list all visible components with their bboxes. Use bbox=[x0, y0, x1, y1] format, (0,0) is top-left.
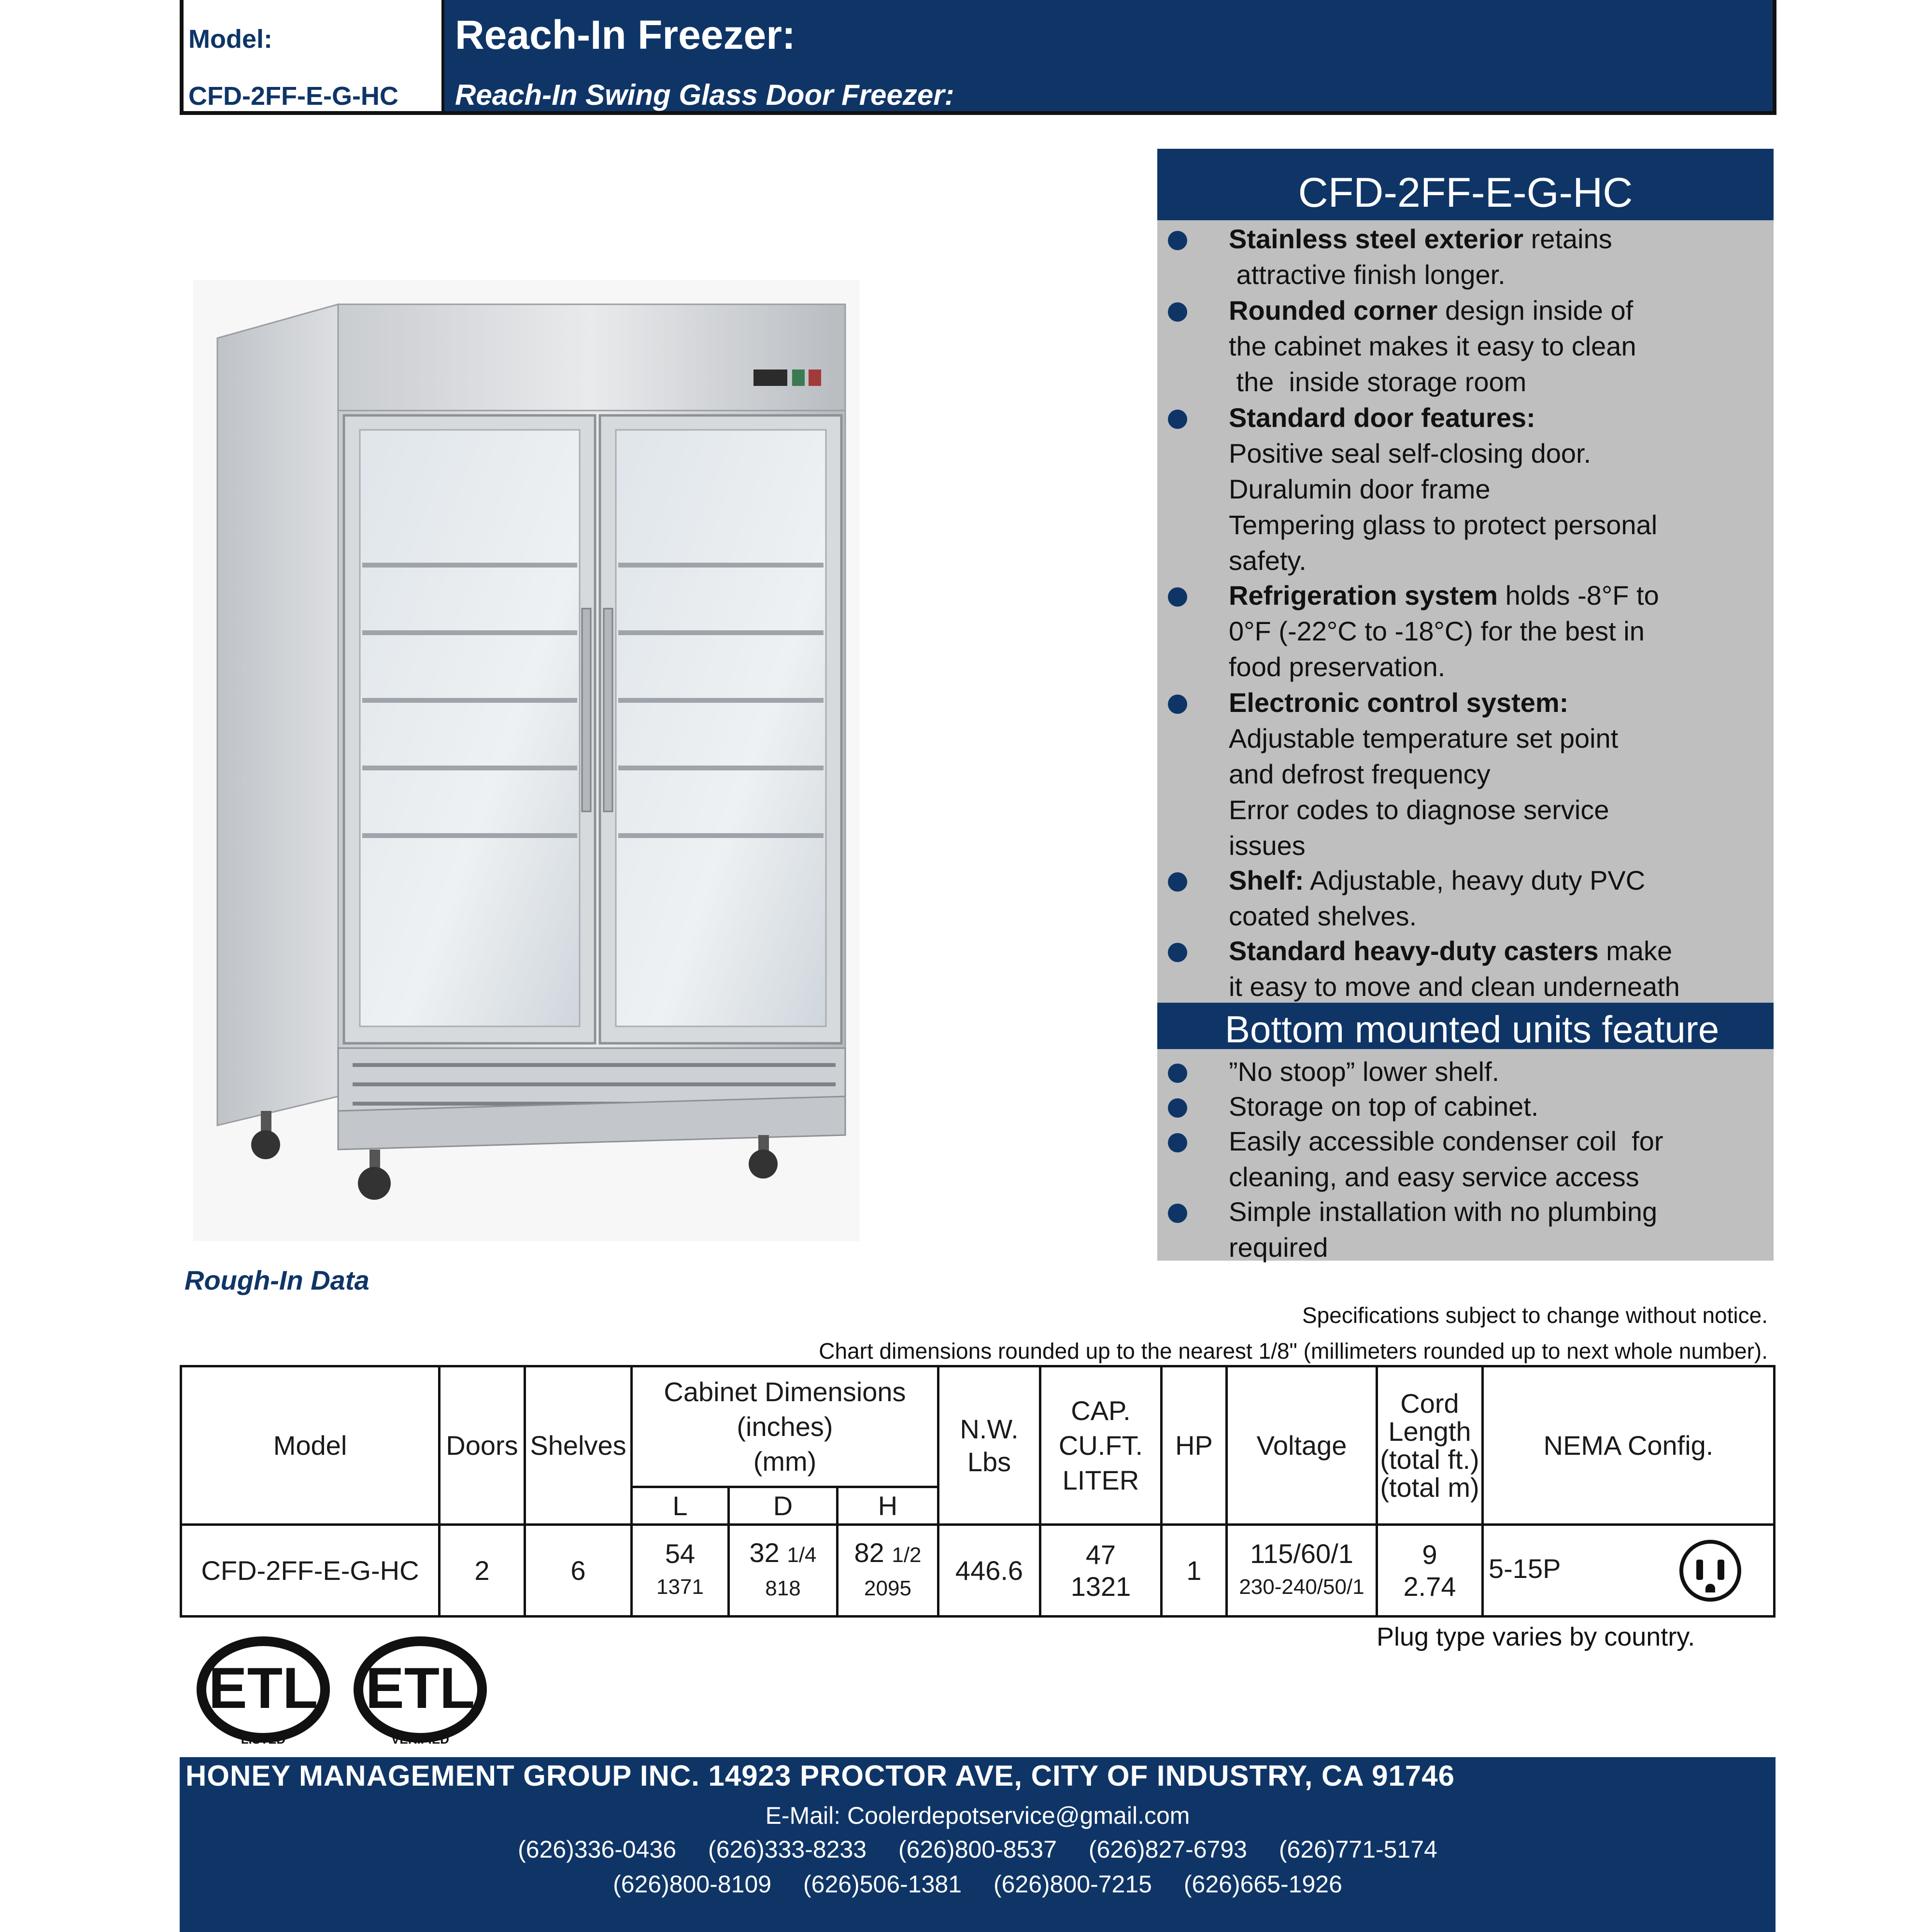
bottom-units-header bbox=[1157, 1003, 1774, 1049]
feature-heading: Standard door features: bbox=[1229, 402, 1535, 433]
etl-verified-logo bbox=[353, 1636, 488, 1747]
plug-note: Plug type varies by country. bbox=[1377, 1622, 1695, 1651]
footer bbox=[180, 1757, 1776, 1932]
phone-number: (626)827-6793 bbox=[1088, 1836, 1247, 1863]
feature-text: retains bbox=[1523, 224, 1612, 254]
feature-line: Simple installation with no plumbing bbox=[1229, 1196, 1658, 1227]
feature-text: make bbox=[1598, 936, 1673, 966]
feature-line: issues bbox=[1229, 830, 1306, 861]
svg-text:ETL: ETL bbox=[365, 1656, 475, 1720]
feature-line: required bbox=[1229, 1232, 1328, 1263]
cell-hp: 1 bbox=[1162, 1525, 1227, 1617]
header-height: H bbox=[838, 1487, 938, 1525]
bullet-icon bbox=[1168, 872, 1187, 892]
cell-capacity: 47 1321 bbox=[1040, 1525, 1162, 1617]
phone-number: (626)506-1381 bbox=[803, 1871, 962, 1898]
feature-line: Easily accessible condenser coil for bbox=[1229, 1126, 1663, 1156]
feature-heading: Electronic control system: bbox=[1229, 687, 1569, 718]
svg-text:ETL: ETL bbox=[208, 1656, 318, 1720]
cell-shelves: 6 bbox=[525, 1525, 632, 1617]
header-voltage: Voltage bbox=[1227, 1366, 1377, 1525]
feature-line: Duralumin door frame bbox=[1229, 474, 1491, 504]
cell-height: 82 1/2 2095 bbox=[838, 1525, 938, 1617]
feature-line: the cabinet makes it easy to clean bbox=[1229, 331, 1636, 361]
feature-heading: Refrigeration system bbox=[1229, 580, 1498, 611]
feature-line: ”No stoop” lower shelf. bbox=[1229, 1056, 1500, 1087]
phone-list-2 bbox=[180, 1870, 1776, 1898]
bullet-icon bbox=[1168, 410, 1187, 429]
phone-number: (626)336-0436 bbox=[518, 1836, 677, 1863]
feature-line: Positive seal self-closing door. bbox=[1229, 438, 1591, 469]
feature-line: safety. bbox=[1229, 545, 1307, 576]
header-cord-length: Cord Length (total ft.) (total m) bbox=[1377, 1366, 1483, 1525]
feature-heading: Stainless steel exterior bbox=[1229, 224, 1524, 254]
plug-outlet-icon bbox=[1679, 1539, 1742, 1602]
bullet-icon bbox=[1168, 587, 1187, 607]
feature-panel bbox=[1157, 149, 1774, 1261]
bottom-units-title: Bottom mounted units feature bbox=[1225, 1008, 1719, 1051]
feature-text: Adjustable, heavy duty PVC bbox=[1304, 865, 1646, 895]
phone-number: (626)800-8537 bbox=[898, 1836, 1057, 1863]
cell-doors: 2 bbox=[440, 1525, 525, 1617]
header-net-weight: N.W. Lbs bbox=[938, 1366, 1040, 1525]
phone-number: (626)800-8109 bbox=[613, 1871, 772, 1898]
spec-note: Specifications subject to change without notice. bbox=[1302, 1303, 1768, 1328]
cell-voltage: 115/60/1 230-240/50/1 bbox=[1227, 1525, 1377, 1617]
cell-cord-length: 9 2.74 bbox=[1377, 1525, 1483, 1617]
feature-line: 0°F (-22°C to -18°C) for the best in bbox=[1229, 616, 1645, 646]
bullet-icon bbox=[1168, 302, 1187, 322]
feature-text: holds -8°F to bbox=[1498, 580, 1659, 611]
feature-heading: Standard heavy-duty casters bbox=[1229, 936, 1599, 966]
header-shelves: Shelves bbox=[525, 1366, 632, 1525]
freezer-product-image bbox=[193, 280, 860, 1241]
feature-line: cleaning, and easy service access bbox=[1229, 1162, 1639, 1192]
header-hp: HP bbox=[1162, 1366, 1227, 1525]
phone-list-1 bbox=[180, 1835, 1776, 1863]
header-length: L bbox=[632, 1487, 729, 1525]
feature-line: attractive finish longer. bbox=[1229, 259, 1506, 290]
feature-line: food preservation. bbox=[1229, 652, 1446, 682]
header-depth: D bbox=[729, 1487, 838, 1525]
phone-number: (626)333-8233 bbox=[708, 1836, 867, 1863]
phone-number: (626)665-1926 bbox=[1183, 1871, 1342, 1898]
phone-number: (626)800-7215 bbox=[993, 1871, 1152, 1898]
feature-line: the inside storage room bbox=[1229, 367, 1527, 397]
header-cabinet-dimensions: Cabinet Dimensions (inches) (mm) bbox=[632, 1366, 938, 1487]
model-box bbox=[184, 0, 444, 111]
email-line: E-Mail: Coolerdepotservice@gmail.com bbox=[765, 1802, 1190, 1829]
bullet-icon bbox=[1168, 1064, 1187, 1083]
model-value: CFD-2FF-E-G-HC bbox=[188, 82, 398, 111]
phone-number: (626)771-5174 bbox=[1279, 1836, 1437, 1863]
bullet-icon bbox=[1168, 1204, 1187, 1223]
rough-in-table bbox=[180, 1365, 1776, 1618]
cell-length: 54 1371 bbox=[632, 1525, 729, 1617]
title-box bbox=[444, 0, 1773, 111]
bullet-icon bbox=[1168, 1098, 1187, 1118]
cell-net-weight: 446.6 bbox=[938, 1525, 1040, 1617]
dimension-note: Chart dimensions rounded up to the nearest 1/8" (millimeters rounded up to next whole number). bbox=[819, 1338, 1768, 1364]
feature-heading: Rounded corner bbox=[1229, 295, 1438, 326]
header-capacity: CAP. CU.FT. LITER bbox=[1040, 1366, 1162, 1525]
company-address: HONEY MANAGEMENT GROUP INC. 14923 PROCTOR AVE, CITY OF INDUSTRY, CA 91746 bbox=[185, 1760, 1455, 1792]
bullet-icon bbox=[1168, 231, 1187, 250]
feature-line: it easy to move and clean underneath bbox=[1229, 971, 1680, 1002]
feature-line: Adjustable temperature set point bbox=[1229, 723, 1619, 753]
header-doors: Doors bbox=[440, 1366, 525, 1525]
etl-listed-logo bbox=[196, 1636, 331, 1747]
feature-line: Tempering glass to protect personal bbox=[1229, 510, 1658, 540]
cell-depth: 32 1/4 818 bbox=[729, 1525, 838, 1617]
rough-in-title: Rough-In Data bbox=[185, 1265, 369, 1295]
panel-title: CFD-2FF-E-G-HC bbox=[1298, 170, 1633, 216]
page-title: Reach-In Freezer: bbox=[455, 12, 796, 57]
page-subtitle: Reach-In Swing Glass Door Freezer: bbox=[455, 79, 954, 111]
cell-nema: 5-15P bbox=[1483, 1525, 1775, 1617]
feature-heading: Shelf: bbox=[1229, 865, 1304, 895]
header-nema: NEMA Config. bbox=[1483, 1366, 1775, 1525]
cell-model: CFD-2FF-E-G-HC bbox=[181, 1525, 440, 1617]
svg-text:VERIFIED: VERIFIED bbox=[391, 1732, 449, 1747]
bullet-icon bbox=[1168, 943, 1187, 962]
header bbox=[180, 0, 1776, 115]
feature-line: Error codes to diagnose service bbox=[1229, 795, 1609, 825]
feature-line: Storage on top of cabinet. bbox=[1229, 1091, 1539, 1122]
feature-line: and defrost frequency bbox=[1229, 759, 1491, 789]
feature-text: design inside of bbox=[1437, 295, 1634, 326]
bullet-icon bbox=[1168, 1133, 1187, 1152]
bullet-icon bbox=[1168, 695, 1187, 714]
header-model: Model bbox=[181, 1366, 440, 1525]
model-label: Model: bbox=[188, 25, 272, 54]
feature-line: coated shelves. bbox=[1229, 901, 1417, 931]
svg-text:LISTED: LISTED bbox=[241, 1732, 286, 1747]
panel-header bbox=[1157, 149, 1774, 220]
